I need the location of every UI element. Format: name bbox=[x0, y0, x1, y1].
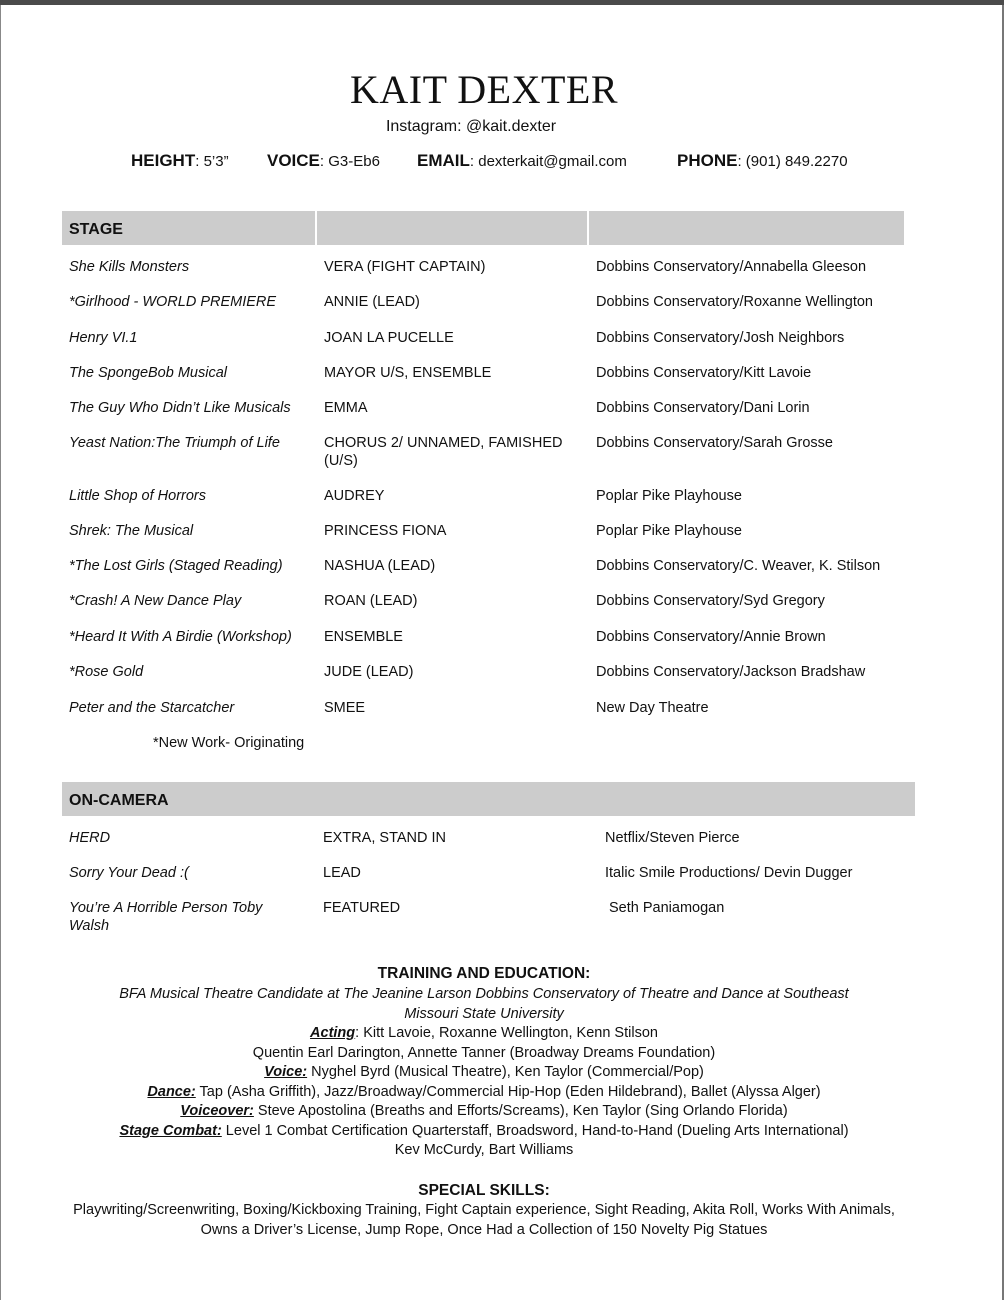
voice-training-line: Voice: Nyghel Byrd (Musical Theatre), Ken Taylor (Commercial/Pop) bbox=[264, 1064, 704, 1080]
credit-company: Poplar Pike Playhouse bbox=[596, 523, 742, 539]
oncamera-heading: ON-CAMERA bbox=[69, 792, 169, 809]
dance-training-line: Dance: Tap (Asha Griffith), Jazz/Broadway/Commercial Hip-Hop (Eden Hildebrand), Ballet (Alyssa Alger) bbox=[147, 1084, 821, 1100]
degree-text: BFA Musical Theatre Candidate at The Jeanine Larson Dobbins Conservatory of Theatre and Dance at Southeast Missouri State University bbox=[119, 986, 849, 1022]
header-column-divider bbox=[587, 211, 589, 245]
credit-company: Dobbins Conservatory/Annie Brown bbox=[596, 629, 826, 645]
acting-line-2: Quentin Earl Darington, Annette Tanner (Broadway Dreams Foundation) bbox=[252, 1045, 716, 1061]
window-top-bar bbox=[0, 0, 1004, 5]
credit-title: Peter and the Starcatcher bbox=[69, 700, 235, 716]
acting-line: Acting: Kitt Lavoie, Roxanne Wellington, Kenn Stilson bbox=[310, 1025, 658, 1041]
credit-role: EMMA bbox=[324, 400, 368, 416]
credit-title: Little Shop of Horrors bbox=[69, 488, 207, 504]
voiceover-training-line: Voiceover: Steve Apostolina (Breaths and Efforts/Screams), Ken Taylor (Sing Orlando Florida) bbox=[180, 1103, 788, 1119]
credit-role: CHORUS 2/ UNNAMED, FAMISHED (U/S) bbox=[324, 435, 563, 469]
credit-role: AUDREY bbox=[324, 488, 385, 504]
credit-role: FEATURED bbox=[323, 900, 401, 916]
training-heading: TRAINING AND EDUCATION: bbox=[377, 965, 591, 982]
credit-role: VERA (FIGHT CAPTAIN) bbox=[324, 259, 486, 275]
resume-name: KAIT DEXTER bbox=[349, 67, 619, 112]
height-stat: HEIGHT: 5’3” bbox=[131, 151, 229, 170]
header-column-divider bbox=[315, 211, 317, 245]
stage-combat-line-2: Kev McCurdy, Bart Williams bbox=[394, 1142, 574, 1158]
credit-title: HERD bbox=[69, 830, 111, 846]
credit-company: Dobbins Conservatory/Jackson Bradshaw bbox=[596, 664, 866, 680]
credit-company: Italic Smile Productions/ Devin Dugger bbox=[605, 865, 853, 881]
stage-heading: STAGE bbox=[69, 221, 123, 238]
credit-role: ROAN (LEAD) bbox=[324, 593, 418, 609]
credit-role: NASHUA (LEAD) bbox=[324, 558, 436, 574]
credit-company: Poplar Pike Playhouse bbox=[596, 488, 742, 504]
skills-line-2: Owns a Driver’s License, Jump Rope, Once Had a Collection of 150 Novelty Pig Statues bbox=[200, 1222, 768, 1238]
credit-company: Dobbins Conservatory/Dani Lorin bbox=[596, 400, 810, 416]
phone-stat: PHONE: (901) 849.2270 bbox=[677, 151, 848, 170]
credit-role: MAYOR U/S, ENSEMBLE bbox=[324, 365, 492, 381]
credit-title: *The Lost Girls (Staged Reading) bbox=[69, 558, 283, 574]
credit-role: LEAD bbox=[323, 865, 361, 881]
credit-company: Dobbins Conservatory/Sarah Grosse bbox=[596, 435, 833, 451]
credit-title: Sorry Your Dead :( bbox=[69, 865, 189, 881]
credit-company: Dobbins Conservatory/Roxanne Wellington bbox=[596, 294, 873, 310]
stage-header-bar bbox=[62, 211, 904, 245]
credit-title: *Rose Gold bbox=[69, 664, 144, 680]
credit-title: *Crash! A New Dance Play bbox=[69, 593, 242, 609]
credit-role: EXTRA, STAND IN bbox=[323, 830, 446, 846]
new-work-footnote: *New Work- Originating bbox=[153, 735, 305, 751]
credit-title: *Girlhood - WORLD PREMIERE bbox=[69, 294, 277, 310]
credit-title: She Kills Monsters bbox=[69, 259, 190, 275]
credit-company: Dobbins Conservatory/C. Weaver, K. Stilson bbox=[596, 558, 881, 574]
credit-title: Henry VI.1 bbox=[69, 330, 138, 346]
credit-title: Shrek: The Musical bbox=[69, 523, 194, 539]
instagram-handle: Instagram: @kait.dexter bbox=[385, 118, 557, 135]
oncamera-header-bar bbox=[62, 782, 915, 816]
credit-title: The SpongeBob Musical bbox=[69, 365, 227, 381]
credit-title: The Guy Who Didn’t Like Musicals bbox=[69, 400, 291, 416]
credit-company: Dobbins Conservatory/Josh Neighbors bbox=[596, 330, 845, 346]
credit-role: SMEE bbox=[324, 700, 366, 716]
credit-company: New Day Theatre bbox=[596, 700, 709, 716]
credit-title: Yeast Nation:The Triumph of Life bbox=[69, 435, 280, 451]
credit-company: Seth Paniamogan bbox=[609, 900, 725, 916]
credit-role: JUDE (LEAD) bbox=[324, 664, 414, 680]
email-stat: EMAIL: dexterkait@gmail.com bbox=[417, 151, 627, 170]
credit-role: ENSEMBLE bbox=[324, 629, 403, 645]
credit-title: *Heard It With A Birdie (Workshop) bbox=[69, 629, 292, 645]
stage-combat-line: Stage Combat: Level 1 Combat Certification Quarterstaff, Broadsword, Hand-to-Hand (Dueling Arts International) bbox=[119, 1123, 849, 1139]
credit-company: Dobbins Conservatory/Syd Gregory bbox=[596, 593, 825, 609]
credit-title: You’re A Horrible Person Toby Walsh bbox=[69, 900, 263, 934]
credit-company: Netflix/Steven Pierce bbox=[605, 830, 740, 846]
skills-line-1: Playwriting/Screenwriting, Boxing/Kickboxing Training, Fight Captain experience, Sight Reading, Akita Roll, Works With Animals, bbox=[73, 1202, 895, 1218]
credit-company: Dobbins Conservatory/Kitt Lavoie bbox=[596, 365, 812, 381]
voice-stat: VOICE: G3-Eb6 bbox=[267, 151, 380, 170]
credit-role: PRINCESS FIONA bbox=[324, 523, 447, 539]
credit-role: JOAN LA PUCELLE bbox=[324, 330, 454, 346]
skills-heading: SPECIAL SKILLS: bbox=[418, 1182, 550, 1199]
credit-company: Dobbins Conservatory/Annabella Gleeson bbox=[596, 259, 867, 275]
credit-role: ANNIE (LEAD) bbox=[324, 294, 420, 310]
